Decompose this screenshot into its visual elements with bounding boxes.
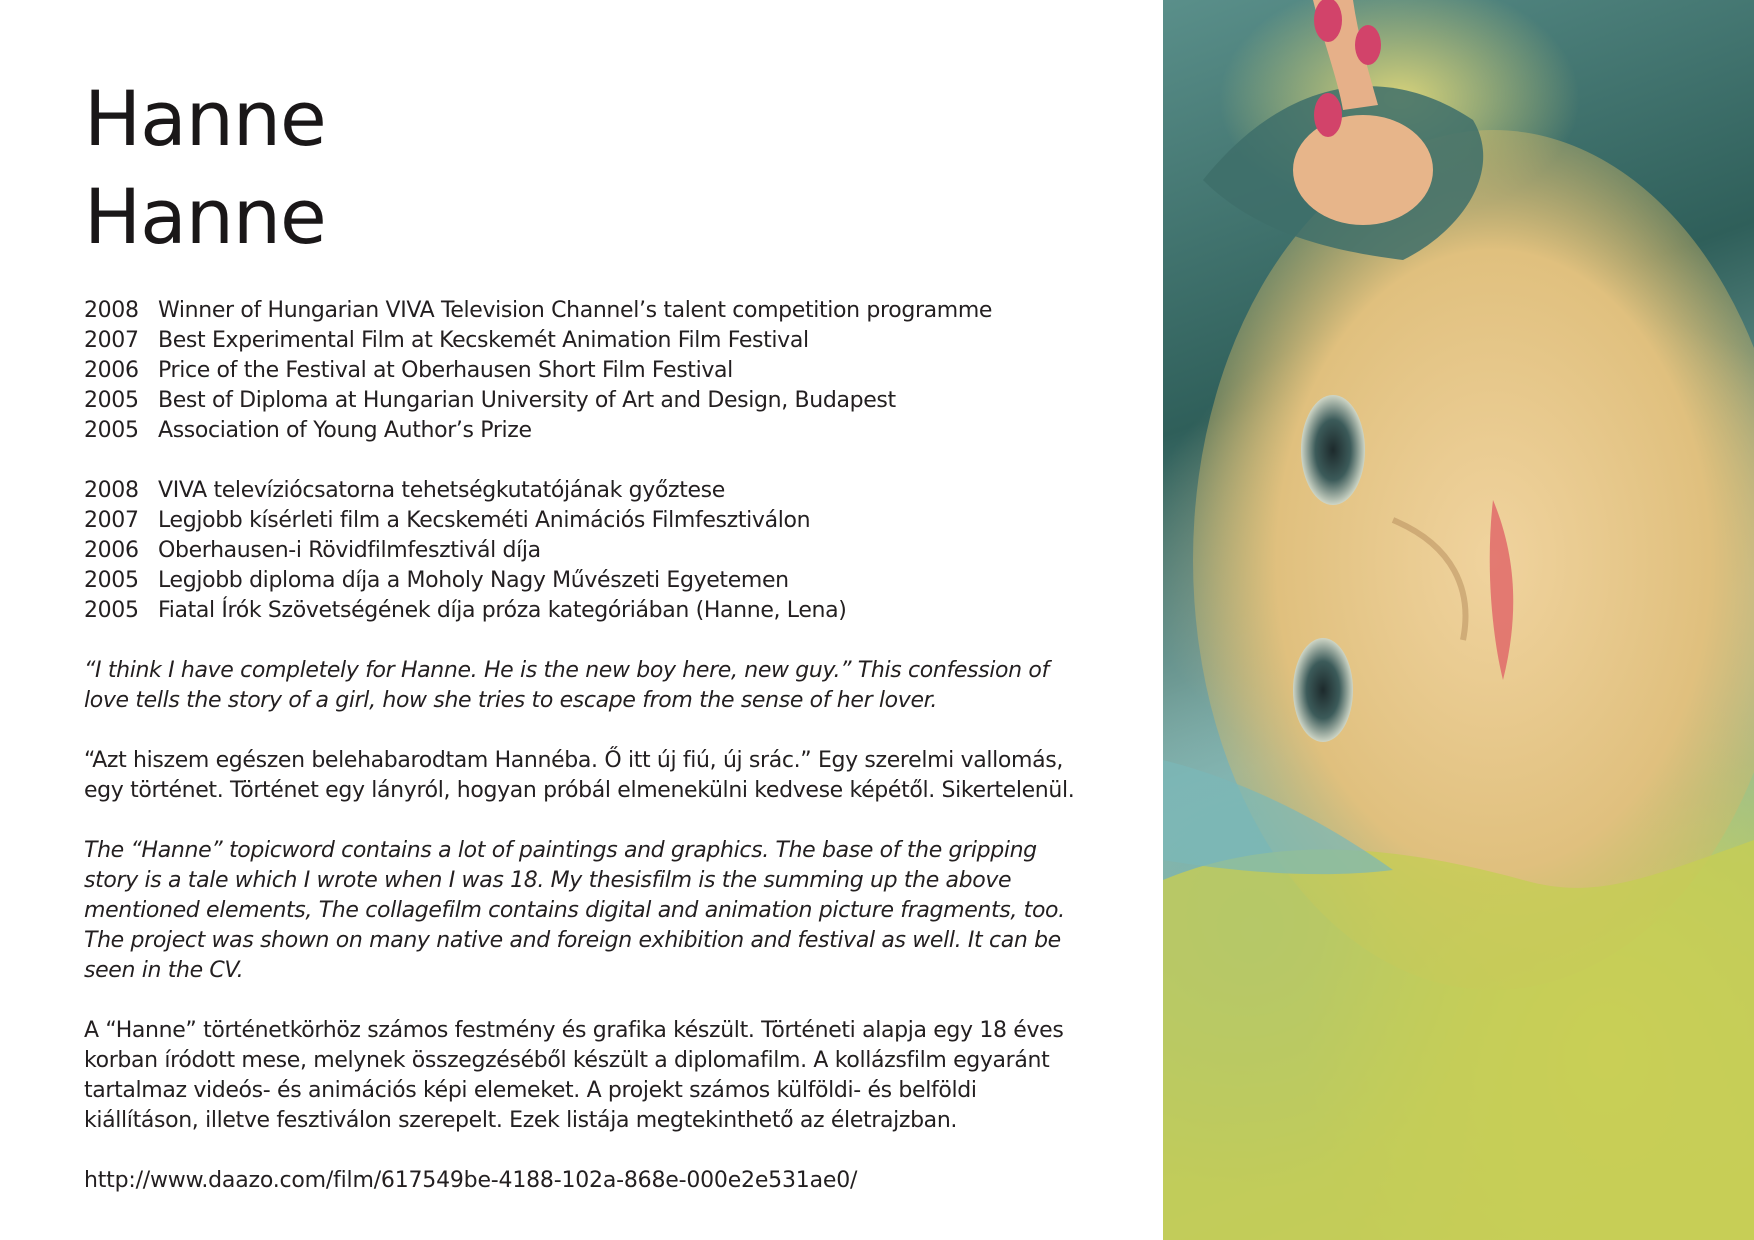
film-still-photo xyxy=(1163,0,1754,1240)
award-row xyxy=(84,416,1094,446)
award-row xyxy=(84,386,1094,416)
page-title xyxy=(84,70,1094,266)
award-year: 2006 xyxy=(84,358,139,383)
award-year: 2007 xyxy=(84,508,139,533)
portrait-illustration xyxy=(1163,0,1754,1240)
award-text: Legjobb kísérleti film a Kecskeméti Animációs Filmfesztiválon xyxy=(158,508,811,533)
award-text: VIVA televíziócsatorna tehetségkutatójának győztese xyxy=(158,478,725,503)
award-row xyxy=(84,566,1094,596)
award-year: 2006 xyxy=(84,538,139,563)
fingernail-shape xyxy=(1314,0,1342,42)
award-row xyxy=(84,356,1094,386)
award-year: 2008 xyxy=(84,298,139,323)
awards-hungarian xyxy=(84,476,1094,626)
title-line-1: Hanne xyxy=(84,74,326,163)
award-text: Best Experimental Film at Kecskemét Animation Film Festival xyxy=(158,328,809,353)
award-year: 2005 xyxy=(84,388,139,413)
quote-english: “I think I have completely for Hanne. He is the new boy here, new guy.” This confession of love tells the story of a girl, how she tries to escape from the sense of her lover. xyxy=(84,658,1049,713)
award-row xyxy=(84,326,1094,356)
description-english: The “Hanne” topicword contains a lot of paintings and graphics. The base of the gripping story is a tale which I wrote when I was 18. My thesisfilm is the summing up the above mentioned elements, The collagefilm contains digital and animation picture fragments, too. The project was shown on many native and foreign exhibition and festival as well. It can be seen in the CV. xyxy=(84,838,1065,983)
award-text: Winner of Hungarian VIVA Television Channel’s talent competition programme xyxy=(158,298,993,323)
eye-lower xyxy=(1293,638,1353,742)
award-text: Price of the Festival at Oberhausen Short Film Festival xyxy=(158,358,733,383)
fingernail-shape xyxy=(1355,25,1381,65)
description-hungarian: A “Hanne” történetkörhöz számos festmény és grafika készült. Történeti alapja egy 18 éves korban íródott mese, melynek összegzéséből készült a diplomafilm. A kollázsfilm egyaránt tartalmaz videós- és animációs képi elemeket. A projekt számos külföldi- és belföldi kiállításon, illetve fesztiválon szerepelt. Ezek listája megtekinthető az életrajzban. xyxy=(84,1018,1064,1133)
title-line-2: Hanne xyxy=(84,172,326,261)
film-url: http://www.daazo.com/film/617549be-4188-102a-868e-000e2e531ae0/ xyxy=(84,1168,858,1193)
shoulder-shape xyxy=(1163,840,1754,1240)
award-text: Association of Young Author’s Prize xyxy=(158,418,532,443)
award-text: Legjobb diploma díja a Moholy Nagy Művészeti Egyetemen xyxy=(158,568,789,593)
award-text: Oberhausen-i Rövidfilmfesztivál díja xyxy=(158,538,541,563)
quote-hungarian: “Azt hiszem egészen belehabarodtam Hannéba. Ő itt új fiú, új srác.” Egy szerelmi vallomás, egy történet. Történet egy lányról, hogyan próbál elmenekülni kedvese képétől. Sikertelenül. xyxy=(84,748,1075,803)
eye-upper xyxy=(1301,395,1365,505)
award-year: 2007 xyxy=(84,328,139,353)
award-row xyxy=(84,506,1094,536)
award-row xyxy=(84,476,1094,506)
award-text: Best of Diploma at Hungarian University of Art and Design, Budapest xyxy=(158,388,896,413)
award-row xyxy=(84,296,1094,326)
text-column xyxy=(84,70,1094,1196)
awards-english xyxy=(84,296,1094,446)
award-year: 2005 xyxy=(84,418,139,443)
fingernail-shape xyxy=(1314,93,1342,137)
award-text: Fiatal Írók Szövetségének díja próza kategóriában (Hanne, Lena) xyxy=(158,598,847,623)
award-row xyxy=(84,596,1094,626)
award-year: 2008 xyxy=(84,478,139,503)
ear-shape xyxy=(1293,115,1433,225)
awards xyxy=(84,296,1094,626)
award-row xyxy=(84,536,1094,566)
award-year: 2005 xyxy=(84,598,139,623)
award-year: 2005 xyxy=(84,568,139,593)
